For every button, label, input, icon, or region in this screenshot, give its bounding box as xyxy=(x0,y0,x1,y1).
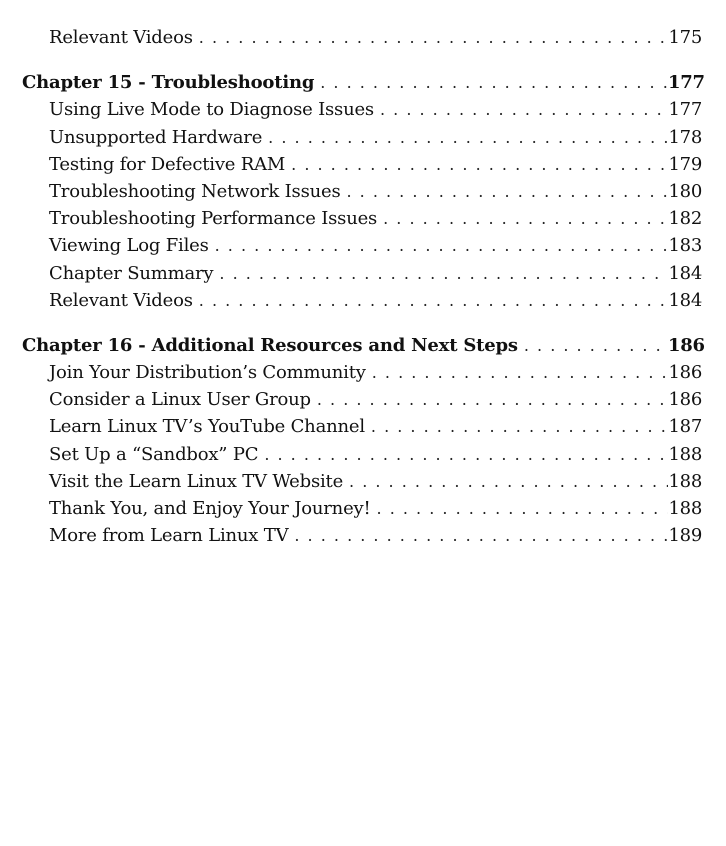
toc-entry-label: Learn Linux TV’s YouTube Channel xyxy=(49,416,365,438)
toc-entry-page-number: 189 xyxy=(668,525,702,547)
toc-entry-sandbox-pc[interactable] xyxy=(22,441,702,468)
toc-entry-defective-ram[interactable] xyxy=(22,151,702,178)
toc-entry-page-number: 179 xyxy=(668,153,702,175)
toc-entry-page-number: 180 xyxy=(668,180,702,202)
dot-leader xyxy=(383,205,668,232)
dot-leader xyxy=(317,386,668,413)
toc-entry-relevant-videos-ch14[interactable] xyxy=(22,24,702,51)
dot-leader xyxy=(264,441,668,468)
toc-entry-page-number: 186 xyxy=(668,362,702,384)
dot-leader xyxy=(320,69,668,96)
dot-leader xyxy=(380,96,668,123)
toc-chapter-title: Chapter 16 - Additional Resources and Next Steps xyxy=(22,334,518,356)
toc-chapter-page-number: 186 xyxy=(668,334,705,356)
dot-leader xyxy=(372,359,668,386)
toc-entry-youtube-channel[interactable] xyxy=(22,413,702,440)
table-of-contents xyxy=(22,24,705,549)
toc-entry-label: Using Live Mode to Diagnose Issues xyxy=(49,99,374,121)
dot-leader xyxy=(215,232,668,259)
toc-entry-more-from-learn-linux-tv[interactable] xyxy=(22,522,702,549)
toc-chapter-15[interactable] xyxy=(22,69,705,96)
toc-entry-page-number: 178 xyxy=(668,126,702,148)
toc-chapter-page-number: 177 xyxy=(668,72,705,94)
toc-chapter-title: Chapter 15 - Troubleshooting xyxy=(22,72,315,94)
toc-entry-page-number: 188 xyxy=(668,498,702,519)
toc-entry-page-number: 186 xyxy=(668,389,702,411)
dot-leader xyxy=(199,24,668,51)
dot-leader xyxy=(291,151,668,178)
toc-entry-relevant-videos-ch15[interactable] xyxy=(22,287,702,314)
dot-leader xyxy=(524,332,668,359)
dot-leader xyxy=(268,124,668,151)
toc-entry-label: Unsupported Hardware xyxy=(49,126,263,148)
toc-entry-page-number: 188 xyxy=(668,470,702,492)
toc-entry-label: Troubleshooting Network Issues xyxy=(49,180,341,202)
toc-entry-label: Chapter Summary xyxy=(49,262,214,284)
dot-leader xyxy=(199,287,668,314)
toc-entry-unsupported-hardware[interactable] xyxy=(22,124,702,151)
toc-entry-page-number: 184 xyxy=(668,262,702,284)
dot-leader xyxy=(377,495,668,522)
toc-entry-label: Visit the Learn Linux TV Website xyxy=(49,470,344,492)
toc-chapter-16[interactable] xyxy=(22,332,705,359)
toc-entry-page-number: 188 xyxy=(668,443,702,465)
toc-entry-page-number: 182 xyxy=(668,208,702,230)
toc-entry-live-mode[interactable] xyxy=(22,96,702,123)
toc-entry-label: Troubleshooting Performance Issues xyxy=(49,208,378,230)
toc-entry-label: Testing for Defective RAM xyxy=(49,153,286,175)
toc-entry-label: Consider a Linux User Group xyxy=(49,389,311,411)
toc-entry-label: More from Learn Linux TV xyxy=(49,525,289,547)
toc-entry-label: Relevant Videos xyxy=(49,289,193,311)
toc-entry-thank-you[interactable] xyxy=(22,495,702,522)
toc-entry-linux-user-group[interactable] xyxy=(22,386,702,413)
toc-entry-log-files[interactable] xyxy=(22,232,702,259)
dot-leader xyxy=(219,260,668,287)
toc-entry-label: Join Your Distribution’s Community xyxy=(49,362,366,384)
toc-entry-chapter-summary[interactable] xyxy=(22,260,702,287)
toc-entry-page-number: 183 xyxy=(668,235,702,257)
toc-entry-page-number: 187 xyxy=(668,416,702,438)
toc-entry-label: Viewing Log Files xyxy=(49,235,209,257)
toc-entry-page-number: 175 xyxy=(668,27,702,48)
toc-entry-distribution-community[interactable] xyxy=(22,359,702,386)
dot-leader xyxy=(371,413,668,440)
toc-entry-performance-issues[interactable] xyxy=(22,205,702,232)
toc-entry-label: Relevant Videos xyxy=(49,27,193,48)
toc-entry-page-number: 177 xyxy=(668,99,702,121)
toc-entry-page-number: 184 xyxy=(668,289,702,311)
dot-leader xyxy=(294,522,668,549)
toc-entry-label: Thank You, and Enjoy Your Journey! xyxy=(49,498,371,519)
toc-entry-network-issues[interactable] xyxy=(22,178,702,205)
dot-leader xyxy=(346,178,668,205)
dot-leader xyxy=(349,468,668,495)
toc-entry-label: Set Up a “Sandbox” PC xyxy=(49,443,259,465)
toc-entry-website[interactable] xyxy=(22,468,702,495)
